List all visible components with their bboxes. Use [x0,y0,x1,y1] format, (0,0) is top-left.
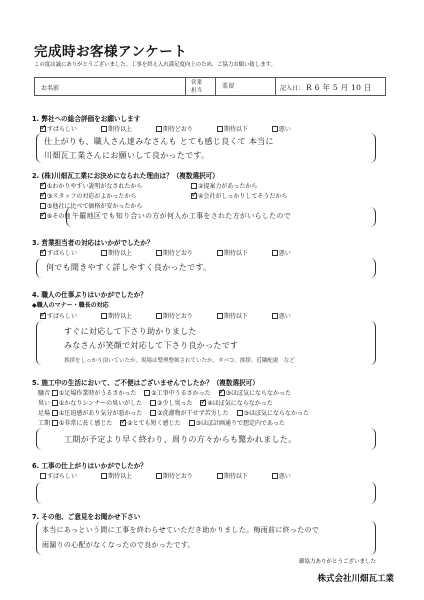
checkbox[interactable] [52,420,58,426]
staff-label-cell [185,78,215,95]
q1-answer-line-1: 仕上がりも、職人さん達みなさんも とても感じ良くて 本当に [44,137,274,146]
q6-option-3[interactable]: 期待以下 [217,473,248,480]
checkbox-checked[interactable] [120,420,126,426]
q5-row-label: 足場 [38,410,51,417]
q5-scaffold-opt-3[interactable]: ③ほぼ気にならなかった [237,410,309,417]
company-name: 株式会社川畑瓦工業 [317,574,394,584]
q1-option-2[interactable]: 期待どおり [156,126,193,133]
q1-option-4[interactable]: 悪い [272,126,291,133]
q5-scaffold-opt-2[interactable]: ②洗濯物が干せず苦労した [150,410,228,417]
header-table [34,77,386,96]
q5-row-smell [38,398,273,407]
checkbox[interactable] [150,400,156,406]
q1-option-1[interactable]: 期待以上 [101,126,132,133]
q4-option-0[interactable]: ✓すばらしい [40,313,77,320]
q2-option-3[interactable]: ✓ ④会社がしっかりしてそうだから [191,191,287,200]
q5-row-label: 工期 [38,420,51,427]
checkbox[interactable] [156,126,162,132]
q5-smell-opt-1[interactable]: ①かなりシンナーの臭いがした [52,400,142,407]
staff-label-1: 営業 [191,80,203,86]
q5-row-period [38,418,285,427]
checkbox[interactable] [272,473,278,479]
q1-option-3[interactable]: 期待以下 [217,126,248,133]
q3-option-2[interactable]: 期待どおり [156,250,193,257]
q2-other-answer: 午羅地区でも知り合いの方が何人か工事をされた方がいらしたので [72,212,291,220]
thanks-note: 御協力ありがとうございました [298,559,376,565]
q6-option-4[interactable]: 悪い [272,473,291,480]
checkbox[interactable] [101,250,107,256]
q4-option-1[interactable]: 期待以上 [101,313,132,320]
q6-option-0[interactable]: すばらしい [40,473,77,480]
q5-question: 5. 施工中の生活において、ご不便はございませんでしたか？（複数選択可） [32,379,259,387]
q5-smell-opt-3[interactable]: ✓ ④ほぼ気にならなかった [200,400,272,407]
q5-noise-opt-3[interactable]: ✓ ③ほぼ気にならなかった [219,390,291,397]
staff-label-2: 担当 [191,88,203,94]
q3-option-1[interactable]: 期待以上 [101,250,132,257]
checkbox[interactable] [101,313,107,319]
q1-options [40,124,291,133]
q3-options [40,248,291,257]
q5-period-opt-3[interactable]: ③ほぼ計画通りで想定内であった [189,420,285,427]
q5-row-scaffold [38,408,309,417]
q3-option-0[interactable]: ✓すばらしい [40,250,77,257]
q1-answer-line-2: 川畑瓦工業さんにお願いして良かったです。 [44,151,210,160]
q5-row-label: 臭い [38,400,51,407]
q6-question: 6. 工事の仕上がりはいかがでしたか？ [32,462,147,470]
q3-question: 3. 営業担当者の対応はいかがでしたか？ [32,239,154,247]
checkbox[interactable] [217,313,223,319]
checkbox-checked[interactable] [40,313,46,319]
checkbox[interactable] [144,390,150,396]
q4-option-4[interactable]: 悪い [272,313,291,320]
q4-options [40,311,291,320]
q5-period-opt-1[interactable]: ①非常に長く感じた [52,420,112,427]
date-cell[interactable] [275,78,387,95]
checkbox[interactable] [101,126,107,132]
q4-note: 挨拶をしっかり頂いていたか、現場は整理整頓されていたか、タバコ、挨拶、近隣配慮 など [64,358,295,364]
checkbox[interactable] [217,473,223,479]
q1-option-0[interactable]: ✓すばらしい [40,126,77,133]
checkbox[interactable] [237,410,243,416]
checkbox[interactable] [217,126,223,132]
q3-option-4[interactable]: 悪い [272,250,291,257]
date-value: R 6 年 5 月 10 日 [306,83,372,92]
q2-option-0[interactable]: ✓①わかりやすい説明がなされたから [40,181,142,190]
survey-title: 完成時お客様アンケート [34,44,188,60]
checkbox[interactable] [52,390,58,396]
q2-question: 2. (株)川畑瓦工業にお決めになられた理由は？（複数選択可） [32,172,219,180]
q4-answer-line-2: みなさんが笑顔で対応して下さり良かったです [64,341,239,350]
q5-answer: 工期が予定より早く終わり、周りの方々からも驚かれました。 [64,435,297,444]
q4-question: 4. 職人の仕事ぶりはいかがでしたか？ [32,291,147,299]
q5-noise-opt-2[interactable]: ②工事中うるさかった [144,390,210,397]
survey-intro: この度は誠にありがとうございました。工事を終え入れ満足度向上のため、ご協力お願い致します。 [34,62,276,68]
checkbox[interactable] [272,313,278,319]
q4-option-3[interactable]: 期待以下 [217,313,248,320]
checkbox[interactable] [156,250,162,256]
staff-value: 栗留 [222,83,235,90]
q6-answer-box[interactable] [36,482,376,504]
checkbox[interactable] [189,420,195,426]
checkbox[interactable] [217,250,223,256]
q4-answer-line-1: すぐに対応して下さり助かりました [64,327,197,336]
date-label: 記入日： [280,85,305,92]
q6-option-2[interactable]: 期待どおり [156,473,193,480]
q2-option-4[interactable]: ⑤他社に比べて価格が安かったから [40,201,142,210]
q5-smell-opt-2[interactable]: ②少し臭った [150,400,192,407]
q2-option-2[interactable]: ✓③スタッフの対応がよかったから [40,191,136,200]
checkbox[interactable] [40,203,46,209]
q7-answer-line-2: 雨漏りの心配がなくなったので良かったです。 [42,541,195,549]
checkbox-checked[interactable] [200,400,206,406]
q4-option-2[interactable]: 期待どおり [156,313,193,320]
q6-option-1[interactable]: 期待以上 [101,473,132,480]
checkbox-checked[interactable] [40,213,46,219]
q2-option-5[interactable]: ✓⑥その他 [40,211,70,220]
q4-sub-heading: ◆職人のマナー・職長の対応 [32,302,109,309]
q5-row-noise [38,388,291,397]
checkbox[interactable] [101,473,107,479]
checkbox-checked[interactable] [191,193,197,199]
q5-noise-opt-1[interactable]: ①足場作業時がうるさかった [52,390,136,397]
checkbox[interactable] [52,410,58,416]
checkbox[interactable] [40,473,46,479]
q1-question: 1. 弊社への総合評価をお願いします [32,115,141,123]
staff-value-cell[interactable] [215,78,275,95]
q3-option-3[interactable]: 期待以下 [217,250,248,257]
q5-row-label: 騒音 [38,390,51,397]
q7-answer-line-1: 本当にあっという間に工事を終わらせていただき助かりました。梅雨前に終ったので [42,526,320,534]
checkbox[interactable] [156,473,162,479]
checkbox-checked[interactable] [40,183,46,189]
checkbox[interactable] [52,400,58,406]
checkbox[interactable] [156,313,162,319]
checkbox[interactable] [272,126,278,132]
checkbox-checked[interactable] [40,193,46,199]
checkbox[interactable] [272,250,278,256]
q5-period-opt-2[interactable]: ✓ ②とても短く感じた [120,420,180,427]
checkbox[interactable] [150,410,156,416]
q6-options [40,471,291,480]
checkbox-checked[interactable] [40,250,46,256]
q5-scaffold-opt-1[interactable]: ①圧迫感があり気分が悪かった [52,410,142,417]
q7-question: 7. その他、ご意見をお聞かせ下さい [32,513,141,521]
checkbox-checked[interactable] [219,390,225,396]
q3-answer: 何でも聞きやすく詳しやすく良かったです。 [46,263,212,272]
name-label: お名前 [41,85,60,92]
checkbox[interactable] [191,183,197,189]
q2-option-1[interactable]: ②提案力があったから [191,181,257,190]
checkbox-checked[interactable] [40,126,46,132]
